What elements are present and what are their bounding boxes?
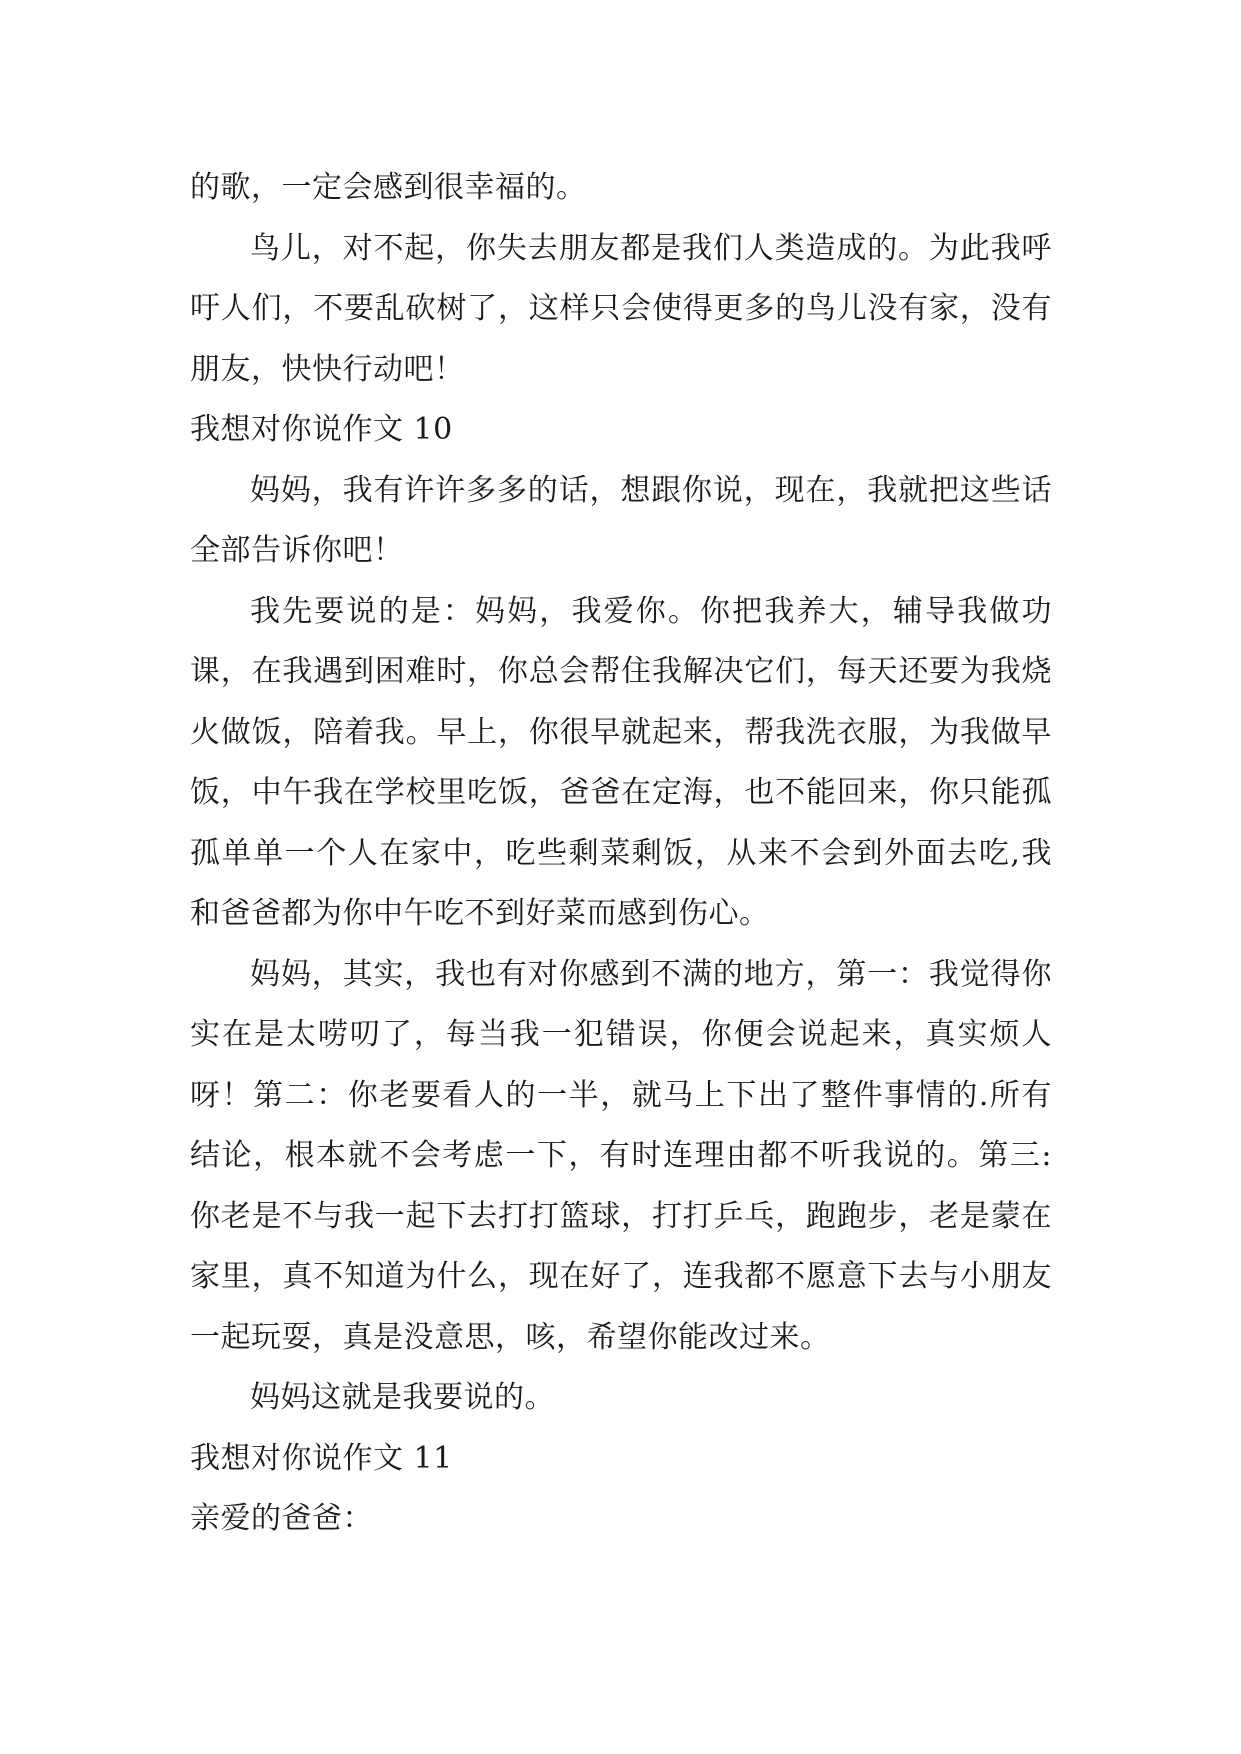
essay-heading-10: 我想对你说作文 10 bbox=[190, 412, 453, 447]
paragraph-mom-intro: 妈妈，我有许许多多的话，想跟你说，现在，我就把这些话全部告诉你吧！ bbox=[190, 472, 1052, 568]
paragraph-mom-love: 我先要说的是：妈妈，我爱你。你把我养大，辅导我做功课，在我遇到困难时，你总会帮住我解决它们，每天还要为我烧火做饭，陪着我。早上，你很早就起来，帮我洗衣服，为我做早饭，中午我在学校里吃饭，爸爸在定海，也不能回来，你只能孤孤单单一个人在家中，吃些剩菜剩饭，从来不会到外面去吃,我和爸爸都为你中午吃不到好菜而感到伤心。 bbox=[190, 593, 1052, 931]
paragraph-mom-closing: 妈妈这就是我要说的。 bbox=[250, 1380, 555, 1415]
letter-salutation: 亲爱的爸爸： bbox=[190, 1501, 373, 1536]
paragraph-bird-apology: 鸟儿，对不起，你失去朋友都是我们人类造成的。为此我呼吁人们，不要乱砍树了，这样只会使得更多的鸟儿没有家，没有朋友，快快行动吧！ bbox=[190, 230, 1052, 387]
essay-heading-11: 我想对你说作文 11 bbox=[190, 1440, 453, 1476]
paragraph-continuation: 的歌，一定会感到很幸福的。 bbox=[190, 170, 587, 205]
paragraph-mom-complaints: 妈妈，其实，我也有对你感到不满的地方，第一：我觉得你实在是太唠叨了，每当我一犯错误，你便会说起来，真实烦人呀！第二：你老要看人的一半，就马上下出了整件事情的.所有结论，根本就不会考虑一下，有时连理由都不听我说的。第三:你老是不与我一起下去打打篮球，打打乒乓，跑跑步，老是蒙在家里，真不知道为什么，现在好了，连我都不愿意下去与小朋友一起玩耍，真是没意思，咳，希望你能改过来。 bbox=[190, 956, 1052, 1355]
document-body bbox=[190, 158, 1052, 1550]
